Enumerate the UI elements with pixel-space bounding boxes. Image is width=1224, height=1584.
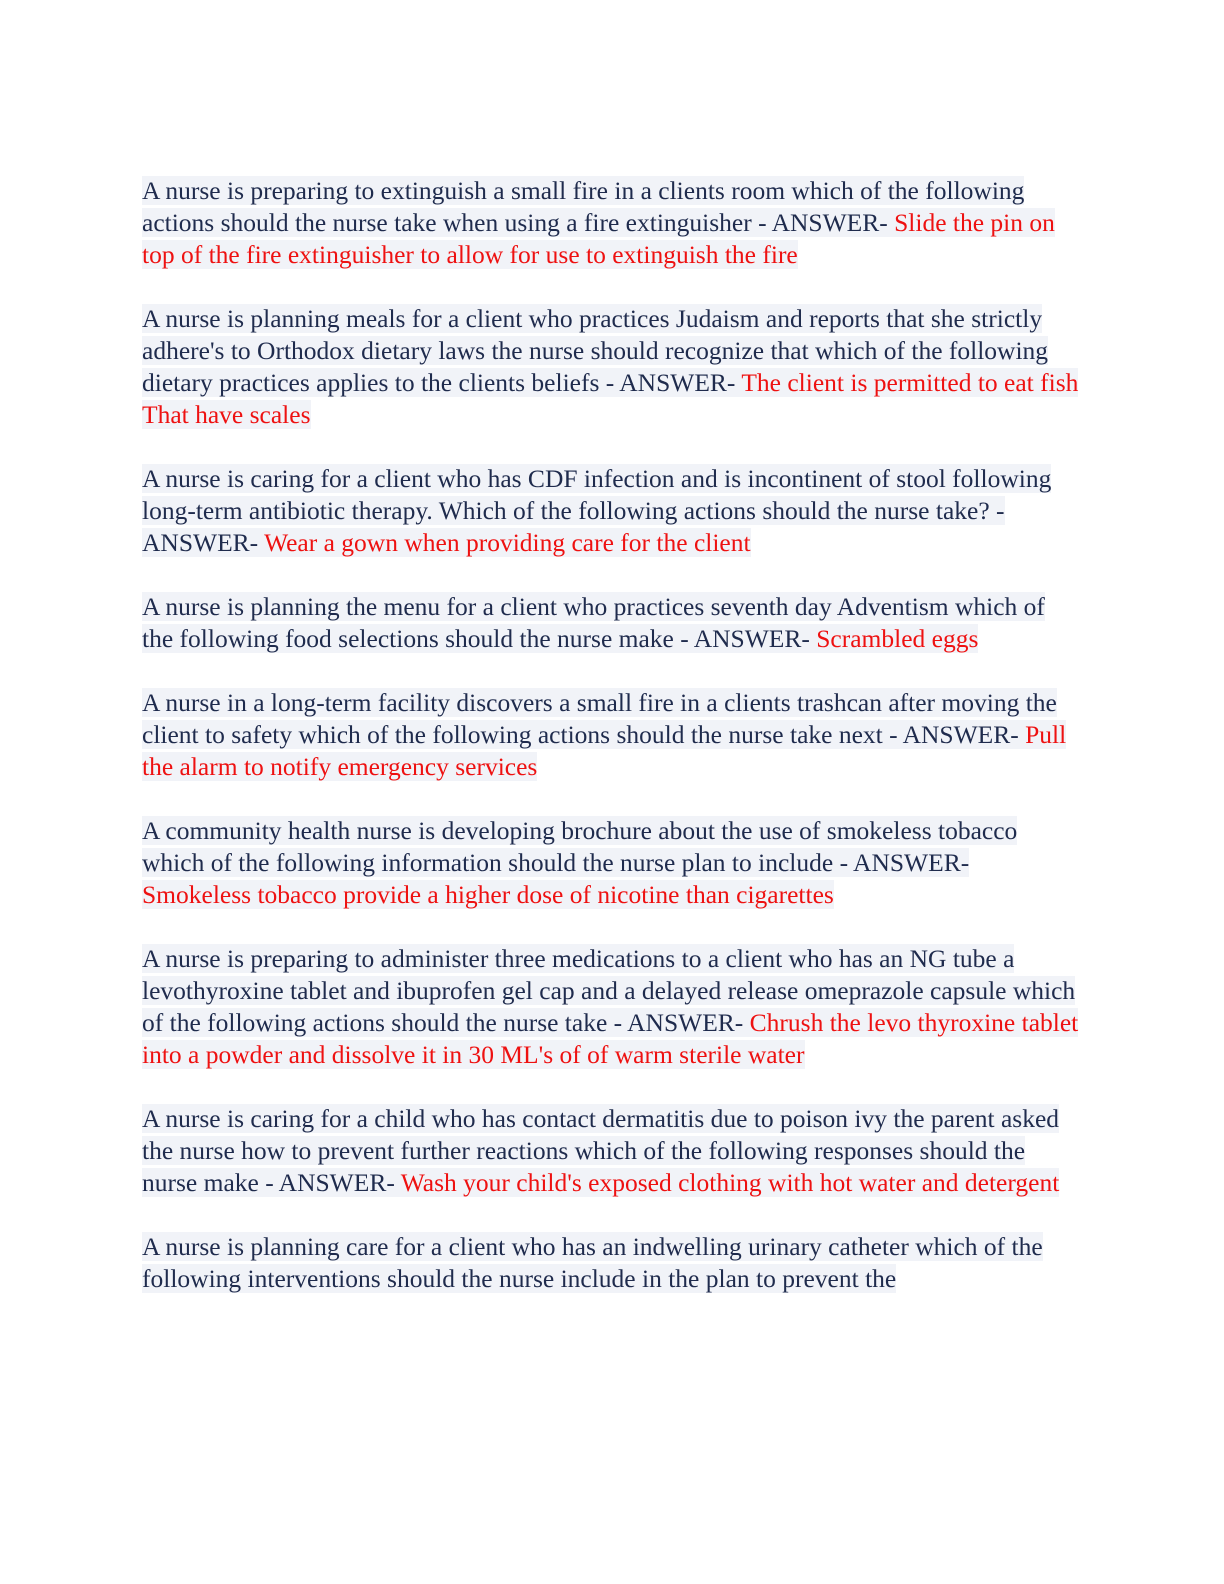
answer-text: Scrambled eggs xyxy=(816,624,979,653)
answer-label: ANSWER- xyxy=(771,208,895,237)
answer-text: Wash your child's exposed clothing with hot water and detergent xyxy=(400,1168,1060,1197)
qa-item-8 xyxy=(142,1103,1082,1199)
qa-item-2 xyxy=(142,303,1082,431)
answer-text: Slide the pin on top of the fire extinguisher to allow for use to extinguish the fire xyxy=(142,208,1055,269)
question-text: A nurse is preparing to extinguish a small fire in a clients room which of the following actions should the nurse take when using a fire extinguisher - xyxy=(142,176,1025,237)
qa-item-3 xyxy=(142,463,1082,559)
answer-label: ANSWER- xyxy=(853,848,970,877)
question-text: A nurse is caring for a client who has CDF infection and is incontinent of stool following long-term antibiotic therapy. Which of the following actions should the nurse take? - xyxy=(142,464,1052,525)
question-text: A nurse is caring for a child who has contact dermatitis due to poison ivy the parent asked the nurse how to prevent further reactions which of the following responses should the nurse make - xyxy=(142,1104,1060,1197)
qa-item-4 xyxy=(142,591,1082,655)
question-text: A nurse is preparing to administer three medications to a client who has an NG tube a levothyroxine tablet and ibuprofen gel cap and a delayed release omeprazole capsule which of the following actions should the nurse take - xyxy=(142,944,1076,1037)
question-text: A nurse is planning the menu for a client who practices seventh day Adventism which of the following food selections should the nurse make - xyxy=(142,592,1045,653)
answer-label: ANSWER- xyxy=(278,1168,401,1197)
answer-text: Wear a gown when providing care for the client xyxy=(264,528,751,557)
question-text: A nurse in a long-term facility discovers a small fire in a clients trashcan after moving the client to safety which of the following actions should the nurse take next - xyxy=(142,688,1057,749)
question-text: A community health nurse is developing brochure about the use of smokeless tobacco which of the following information should the nurse plan to include - xyxy=(142,816,1018,877)
answer-label: ANSWER- xyxy=(627,1008,750,1037)
qa-item-9 xyxy=(142,1231,1082,1295)
question-text: A nurse is planning care for a client who has an indwelling urinary catheter which of the following interventions should the nurse include in the plan to prevent the xyxy=(142,1232,1043,1293)
answer-text: The client is permitted to eat fish That have scales xyxy=(142,368,1079,429)
question-text: A nurse is planning meals for a client who practices Judaism and reports that she strictly adhere's to Orthodox dietary laws the nurse should recognize that which of the following dietary practices applies to the clients beliefs - xyxy=(142,304,1049,397)
answer-text: Chrush the levo thyroxine tablet into a powder and dissolve it in 30 ML's of of warm sterile water xyxy=(142,1008,1079,1069)
answer-text: Smokeless tobacco provide a higher dose of nicotine than cigarettes xyxy=(142,880,834,909)
qa-item-1 xyxy=(142,175,1082,271)
qa-item-5 xyxy=(142,687,1082,783)
answer-label: ANSWER- xyxy=(619,368,742,397)
answer-text: Pull the alarm to notify emergency services xyxy=(142,720,1067,781)
qa-item-6 xyxy=(142,815,1082,911)
answer-label: ANSWER- xyxy=(902,720,1026,749)
qa-item-7 xyxy=(142,943,1082,1071)
qa-list xyxy=(142,175,1082,1327)
answer-label: ANSWER- xyxy=(693,624,817,653)
answer-label: ANSWER- xyxy=(142,528,265,557)
